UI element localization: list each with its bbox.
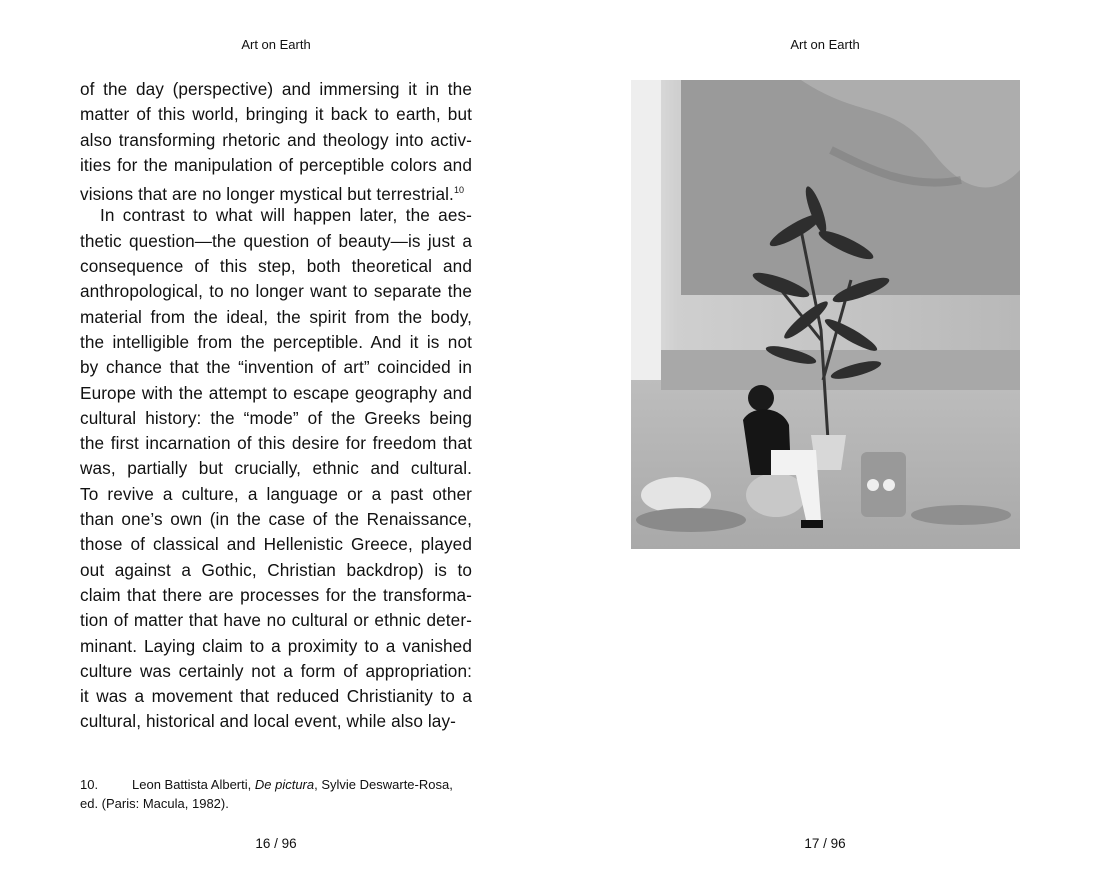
text-line: those of classical and Hellenistic Greece, played [80,534,472,555]
text-line: In contrast to what will happen later, the aes- [100,205,472,226]
page-number-left: 16 / 96 [255,836,297,851]
text-line: Europe with the attempt to escape geography and [80,382,472,403]
text-line: than one’s own (in the case of the Renaissance, [80,509,472,530]
text-line: it was a movement that reduced Christianity to a [80,686,472,707]
text-line: thetic question—the question of beauty—is just a [80,230,472,251]
paragraph-1 [80,77,472,203]
body-text [80,77,472,735]
footnote-number: 10. [80,777,99,792]
text-line: matter of this world, bringing it back to earth, but [80,104,472,125]
text-line: culture was certainly not a form of appropriation: [80,660,472,681]
page-number-right: 17 / 96 [804,836,846,851]
footnote-rest: , Sylvie Deswarte-Rosa, ed. (Paris: Macula, 1982). [80,777,453,811]
running-head-left: Art on Earth [241,37,311,52]
text-line: by chance that the “invention of art” coincided in [80,357,472,378]
running-head-right: Art on Earth [790,37,860,52]
text-line: ities for the manipulation of perceptible colors and [80,154,472,175]
text-line: minant. Laying claim to a proximity to a vanished [80,635,472,656]
text-line: tion of matter that have no cultural or ethnic deter- [80,610,472,631]
text-line: consequence of this step, both theoretical and [80,256,472,277]
text-line: cultural history: the “mode” of the Greeks being [80,407,472,428]
text-line: out against a Gothic, Christian backdrop) is to [80,559,472,580]
photograph [631,80,1020,549]
footnote [80,775,472,813]
text-line: material from the ideal, the spirit from the body, [80,306,472,327]
text-line: the first incarnation of this desire for freedom that [80,433,472,454]
paragraph-2 [80,203,472,734]
text-line: the intelligible from the perceptible. And it is not [80,331,472,352]
text-line: was, partially but crucially, ethnic and cultural. [80,458,472,479]
footnote-title: De pictura [254,777,315,792]
text-line: To revive a culture, a language or a past other [80,483,472,504]
text-line: of the day (perspective) and immersing it in the [80,79,472,99]
text-line: anthropological, to no longer want to separate the [80,281,472,302]
footnote-author: Leon Battista Alberti, [132,777,255,792]
text-line: also transforming rhetoric and theology into activ- [80,129,472,150]
text-line: cultural, historical and local event, while also lay- [80,711,456,732]
text-line: visions that are no longer mystical but terrestrial.$^{10}$ [80,184,465,205]
footnote-reference[interactable]: 10 [453,185,465,196]
text-line: claim that there are processes for the transforma- [80,584,472,605]
